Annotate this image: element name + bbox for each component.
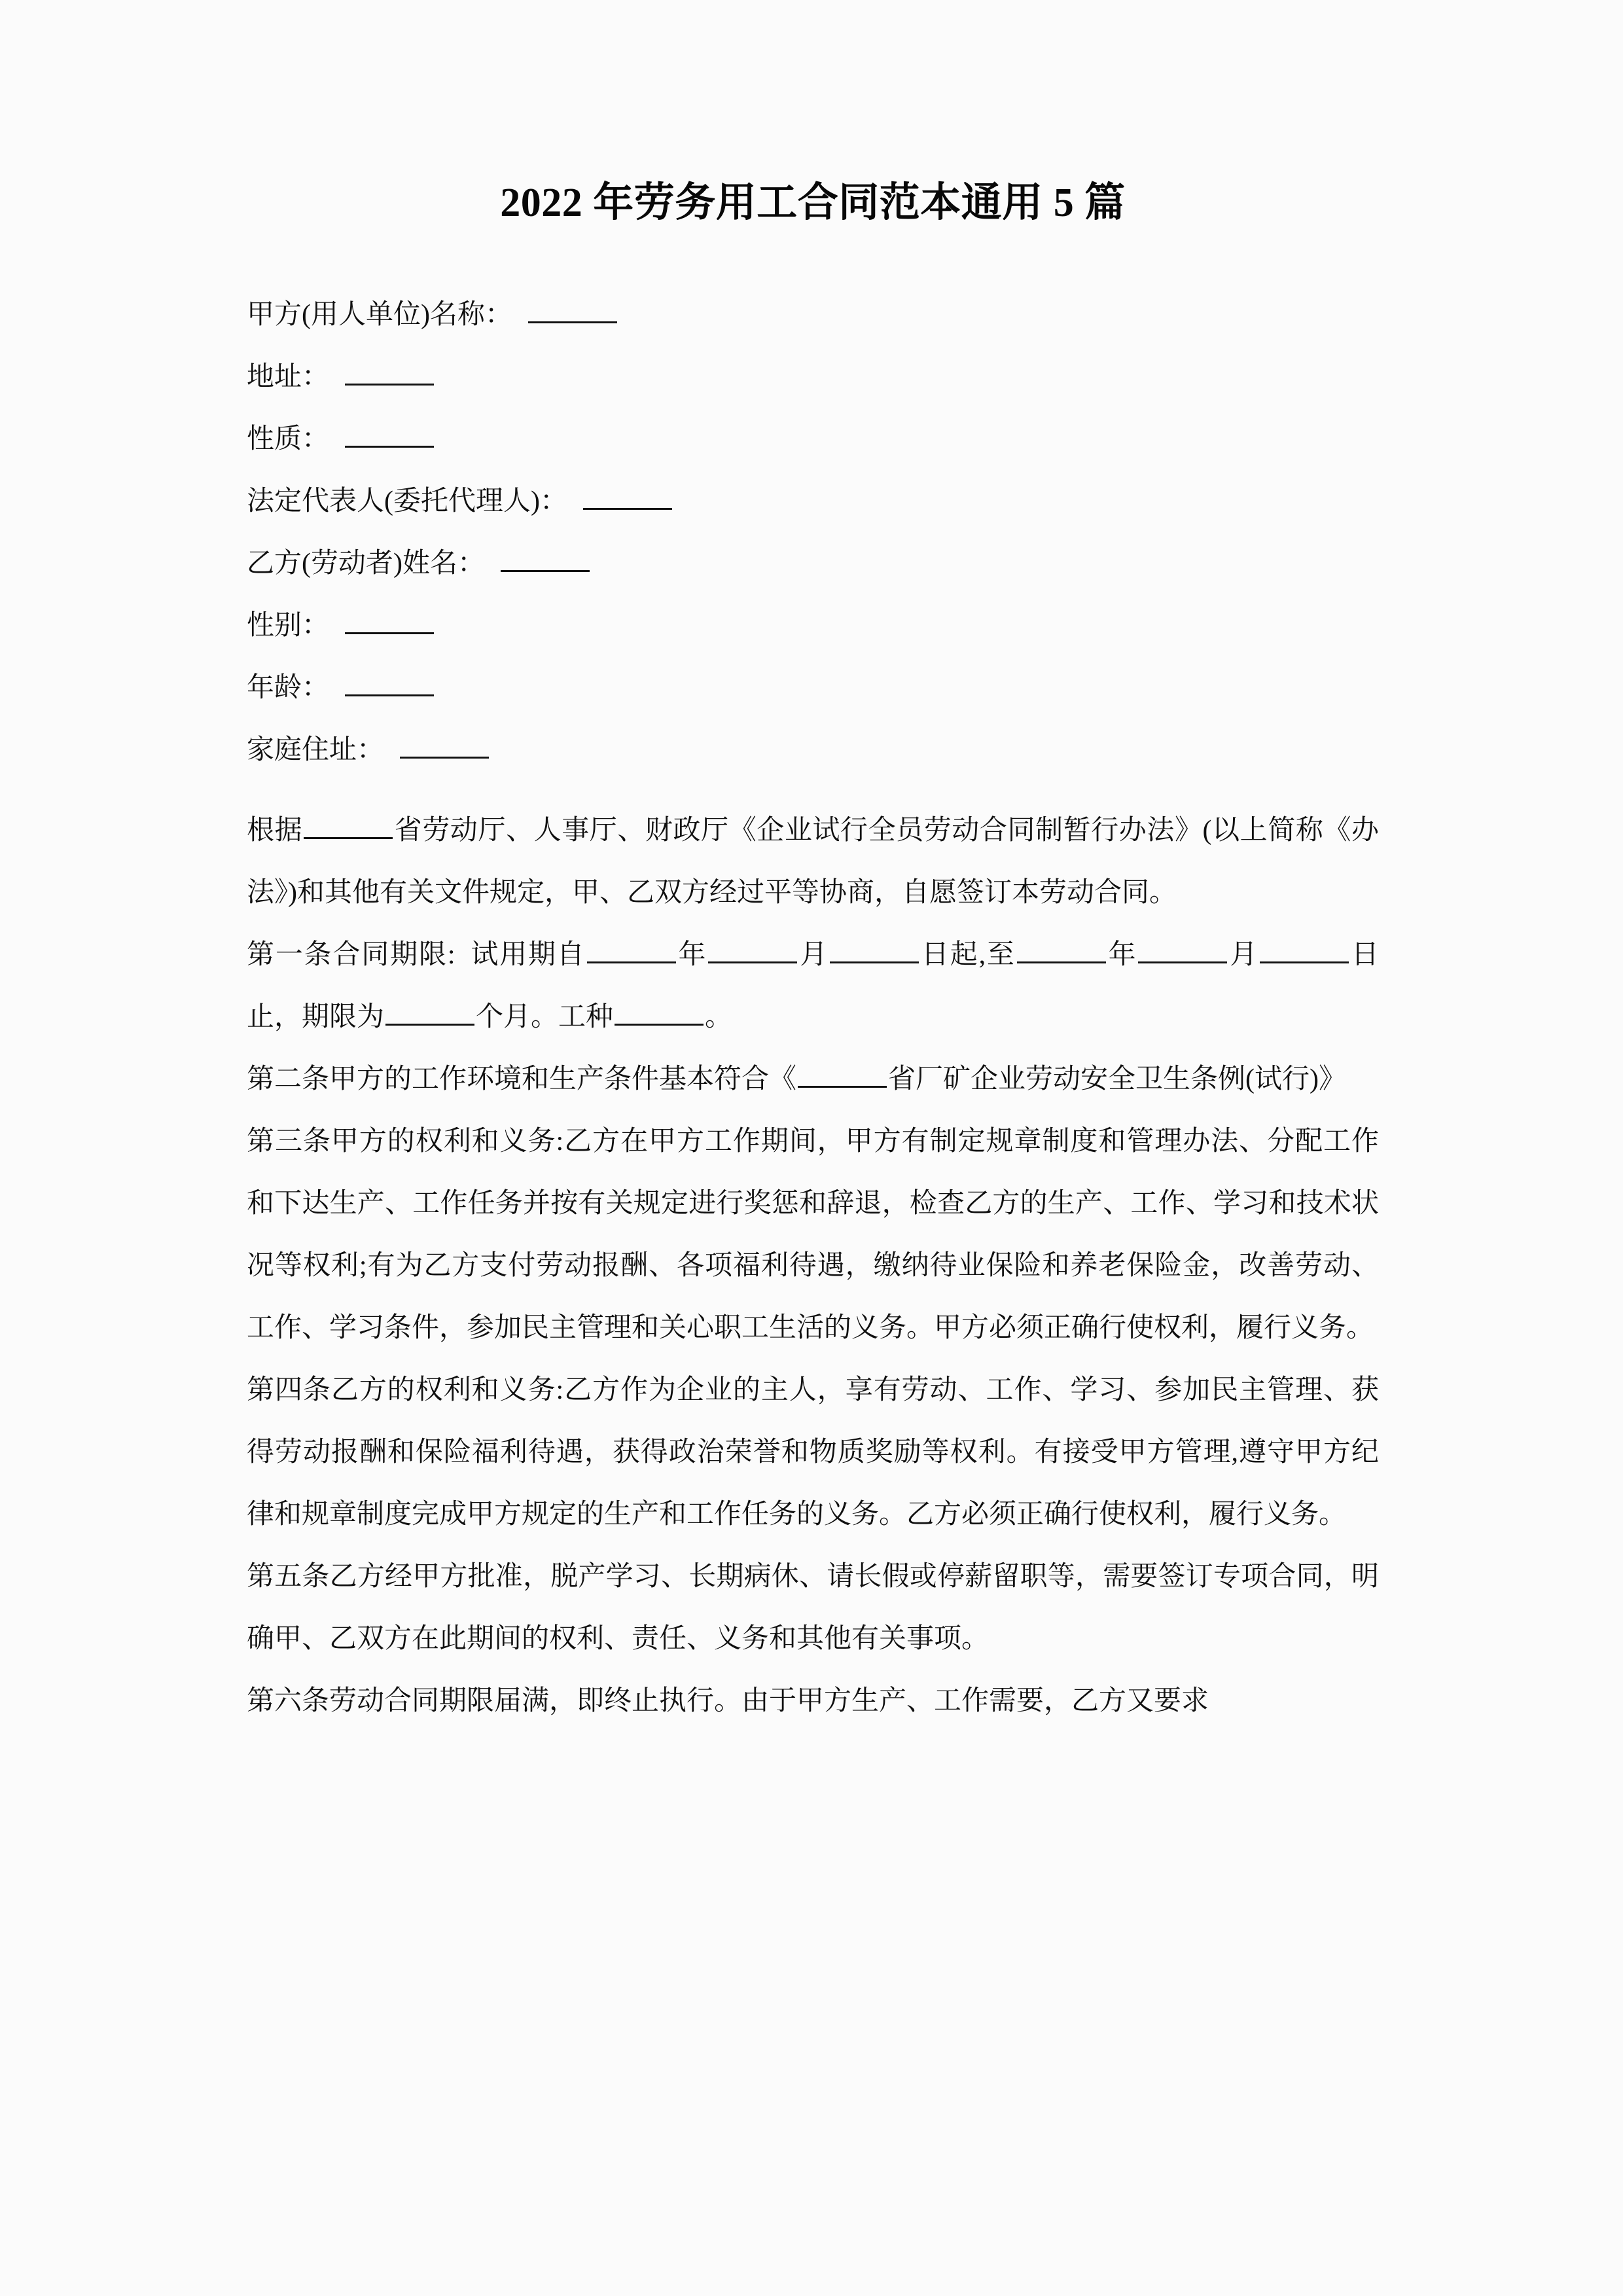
article-2-text-2: 省厂矿企业劳动安全卫生条例(试行)》 bbox=[888, 1064, 1347, 1094]
field-row-home-address bbox=[247, 719, 1379, 781]
party-fields bbox=[247, 284, 1379, 781]
article-5-text: 乙方经甲方批准，脱产学习、长期病休、请长假或停薪留职等，需要签订专项合同，明确甲、乙双方在此期间的权利、责任、义务和其他有关事项。 bbox=[247, 1561, 1379, 1654]
field-row-legal-rep bbox=[247, 471, 1379, 533]
article-1-blank-months[interactable] bbox=[385, 997, 474, 1026]
article-1-blank-start-month[interactable] bbox=[708, 935, 797, 963]
page-title: 2022 年劳务用工合同范本通用 5 篇 bbox=[500, 181, 1126, 225]
field-label-gender: 性别： bbox=[247, 610, 330, 641]
field-row-age bbox=[247, 657, 1379, 719]
article-3-heading: 第三条甲方的权利和义务: bbox=[247, 1126, 564, 1157]
article-1-blank-start-year[interactable] bbox=[587, 935, 676, 963]
field-row-gender bbox=[247, 595, 1379, 657]
article-3-text: 乙方在甲方工作期间，甲方有制定规章制度和管理办法、分配工作和下达生产、工作任务并按有关规定进行奖惩和辞退，检查乙方的生产、工作、学习和技术状况等权利;有为乙方支付劳动报酬、各项福利待遇，缴纳待业保险和养老保险金，改善劳动、工作、学习条件，参加民主管理和关心职工生活的义务。甲方必须正确行使权利，履行义务。 bbox=[247, 1126, 1379, 1343]
preamble-blank-province[interactable] bbox=[304, 811, 393, 839]
article-1-text-8: 个月。工种 bbox=[476, 1001, 614, 1032]
preamble-text-2: 省劳动厅、人事厅、 bbox=[394, 815, 645, 846]
field-label-address: 地址： bbox=[247, 361, 330, 392]
paragraph-article-6 bbox=[247, 1670, 1379, 1732]
preamble-text-1: 根据 bbox=[247, 815, 303, 846]
article-1-text-6: 月 bbox=[1228, 939, 1259, 970]
field-row-nature bbox=[247, 408, 1379, 471]
article-1-text-7: 日止，期限为 bbox=[247, 939, 1379, 1032]
article-4-heading: 第四条乙方的权利和义务: bbox=[247, 1374, 564, 1405]
paragraph-article-5 bbox=[247, 1546, 1379, 1670]
paragraph-article-2 bbox=[247, 1049, 1379, 1111]
field-blank-address[interactable] bbox=[345, 357, 434, 386]
field-blank-home-address[interactable] bbox=[400, 730, 489, 759]
article-4-text: 乙方作为企业的主人，享有劳动、工作、学习、参加民主管理、获得劳动报酬和保险福利待遇，获得政治荣誉和物质奖励等权利。有接受甲方管理,遵守甲方纪律和规章制度完成甲方规定的生产和工作任务的义务。乙方必须正确行使权利，履行义务。 bbox=[247, 1374, 1379, 1530]
article-6-text: 劳动合同期限届满，即终止执行。由于甲方生产、工作需要，乙方又要求 bbox=[329, 1685, 1209, 1716]
article-1-text-4: 日起,至 bbox=[920, 939, 1016, 970]
article-1-blank-end-month[interactable] bbox=[1138, 935, 1227, 963]
field-row-company-name bbox=[247, 284, 1379, 346]
contract-articles bbox=[247, 800, 1379, 1732]
paragraph-article-4 bbox=[247, 1359, 1379, 1546]
field-blank-company-name[interactable] bbox=[528, 295, 617, 323]
article-1-text-3: 月 bbox=[798, 939, 829, 970]
article-2-blank-province[interactable] bbox=[798, 1060, 887, 1088]
article-1-blank-job-type[interactable] bbox=[615, 997, 704, 1026]
field-label-age: 年龄： bbox=[247, 672, 330, 703]
field-label-home-address: 家庭住址： bbox=[247, 734, 385, 765]
paragraph-article-1 bbox=[247, 924, 1379, 1049]
field-label-legal-rep: 法定代表人(委托代理人)： bbox=[247, 486, 567, 516]
field-row-address bbox=[247, 346, 1379, 408]
article-1-blank-end-year[interactable] bbox=[1017, 935, 1106, 963]
preamble-text-3: 财政厅《企业试行全员劳动合同制暂行办法》(以上简称《办法》)和其他有关文件规定，甲、乙双方经过平等协商， bbox=[247, 815, 1379, 908]
article-1-blank-end-day[interactable] bbox=[1260, 935, 1349, 963]
field-label-worker-name: 乙方(劳动者)姓名： bbox=[247, 548, 485, 579]
field-label-company-name: 甲方(用人单位)名称： bbox=[247, 299, 512, 330]
field-blank-worker-name[interactable] bbox=[501, 544, 590, 572]
document-body bbox=[247, 0, 1379, 1732]
article-6-heading: 第六条 bbox=[247, 1685, 330, 1716]
paragraph-preamble bbox=[247, 800, 1379, 924]
field-blank-age[interactable] bbox=[345, 668, 434, 696]
field-row-worker-name bbox=[247, 533, 1379, 595]
paragraph-article-3 bbox=[247, 1111, 1379, 1359]
article-5-heading: 第五条 bbox=[247, 1561, 330, 1592]
field-blank-nature[interactable] bbox=[345, 420, 434, 448]
field-label-nature: 性质： bbox=[247, 423, 330, 454]
article-2-text-1: 甲方的工作环境和生产条件基本符合《 bbox=[329, 1064, 797, 1094]
article-1-text-2: 年 bbox=[677, 939, 707, 970]
article-1-heading: 第一条合同期限: bbox=[247, 939, 455, 970]
article-1-blank-start-day[interactable] bbox=[830, 935, 919, 963]
field-blank-legal-rep[interactable] bbox=[583, 482, 672, 510]
article-2-heading: 第二条 bbox=[247, 1064, 330, 1094]
article-1-text-5: 年 bbox=[1107, 939, 1137, 970]
preamble-text-4: 自愿签订本劳动合同。 bbox=[902, 877, 1177, 908]
article-1-text-1: 试用期自 bbox=[469, 939, 586, 970]
field-blank-gender[interactable] bbox=[345, 606, 434, 634]
article-1-text-9: 。 bbox=[705, 1001, 733, 1032]
